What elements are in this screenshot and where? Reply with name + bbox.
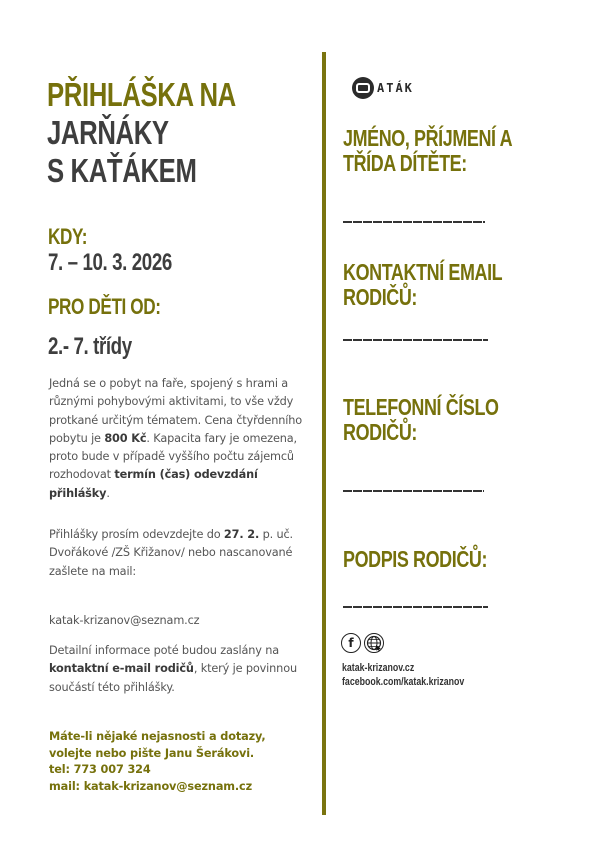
field-name-line[interactable] <box>343 221 485 223</box>
field-signature-line[interactable] <box>343 606 488 608</box>
description-paragraph-1: Jedná se o pobyt na faře, spojený s hrami a různými pohybovými aktivitami, to vše vždy protkané určitým tématem. Cena čtyřdenního pobytu je 800 Kč. Kapacita fary je omezena, proto bude v případě vyššího počtu zájemců rozhodovat termín (čas) odevzdání přihlášky. <box>49 377 302 500</box>
links-block <box>342 661 495 689</box>
contact-block <box>49 729 265 795</box>
when-label: KDY: <box>48 224 88 249</box>
page-title <box>47 76 289 190</box>
facebook-link[interactable]: facebook.com/katak.krizanov <box>342 676 465 688</box>
age-section <box>48 294 192 320</box>
age-label: PRO DĚTI OD: <box>48 294 161 319</box>
description-paragraph-3: Detailní informace poté budou zaslány na kontaktní e-mail rodičů, který je povinnou součástí této přihlášky. <box>49 644 297 694</box>
logo-text: ATÁK <box>377 81 414 95</box>
when-section <box>48 224 98 250</box>
when-value: 7. – 10. 3. 2026 <box>48 249 172 276</box>
field-phone-label: TELEFONNÍ ČÍSLO RODIČŮ: <box>343 394 499 445</box>
title-line-2: JARŇÁKY <box>47 114 169 151</box>
field-phone-line[interactable] <box>343 490 484 492</box>
field-signature-label: PODPIS RODIČŮ: <box>343 546 488 572</box>
contact-line-2: volejte nebo pište Janu Šerákovi. <box>49 746 255 760</box>
age-value: 2.- 7. třídy <box>48 333 132 360</box>
web-globe-icon[interactable] <box>364 633 384 653</box>
vertical-divider <box>322 52 326 815</box>
submission-email: katak-krizanov@seznam.cz <box>49 614 200 627</box>
title-line-3: S KAŤÁKEM <box>47 152 197 189</box>
field-email-line[interactable] <box>343 339 488 341</box>
field-email-label: KONTAKTNÍ EMAIL RODIČŮ: <box>343 259 503 310</box>
contact-phone: tel: 773 007 324 <box>49 763 151 776</box>
submission-date: 27. 2. <box>223 528 260 541</box>
contact-mail: mail: katak-krizanov@seznam.cz <box>49 779 253 793</box>
parent-email-note: kontaktní e-mail rodičů <box>49 662 194 676</box>
social-icons <box>341 633 384 653</box>
deadline-note: termín (čas) odevzdání přihlášky <box>49 468 258 500</box>
field-name-label: JMÉNO, PŘÍJMENÍ A TŘÍDA DÍTĚTE: <box>343 125 513 176</box>
website-link[interactable]: katak-krizanov.cz <box>342 662 415 674</box>
contact-line-1: Máte-li nějaké nejasnosti a dotazy, <box>49 730 266 743</box>
title-line-1: PŘIHLÁŠKA NA <box>47 76 236 113</box>
katak-logo-icon <box>352 77 374 99</box>
katak-logo <box>352 77 414 99</box>
facebook-icon[interactable]: f <box>341 633 361 653</box>
price: 800 Kč <box>104 431 147 445</box>
description-paragraph-2: Přihlášky prosím odevzdejte do 27. 2. p. uč. Dvořákové /ZŠ Křižanov/ nebo nascanované zašlete na mail: <box>49 528 293 578</box>
